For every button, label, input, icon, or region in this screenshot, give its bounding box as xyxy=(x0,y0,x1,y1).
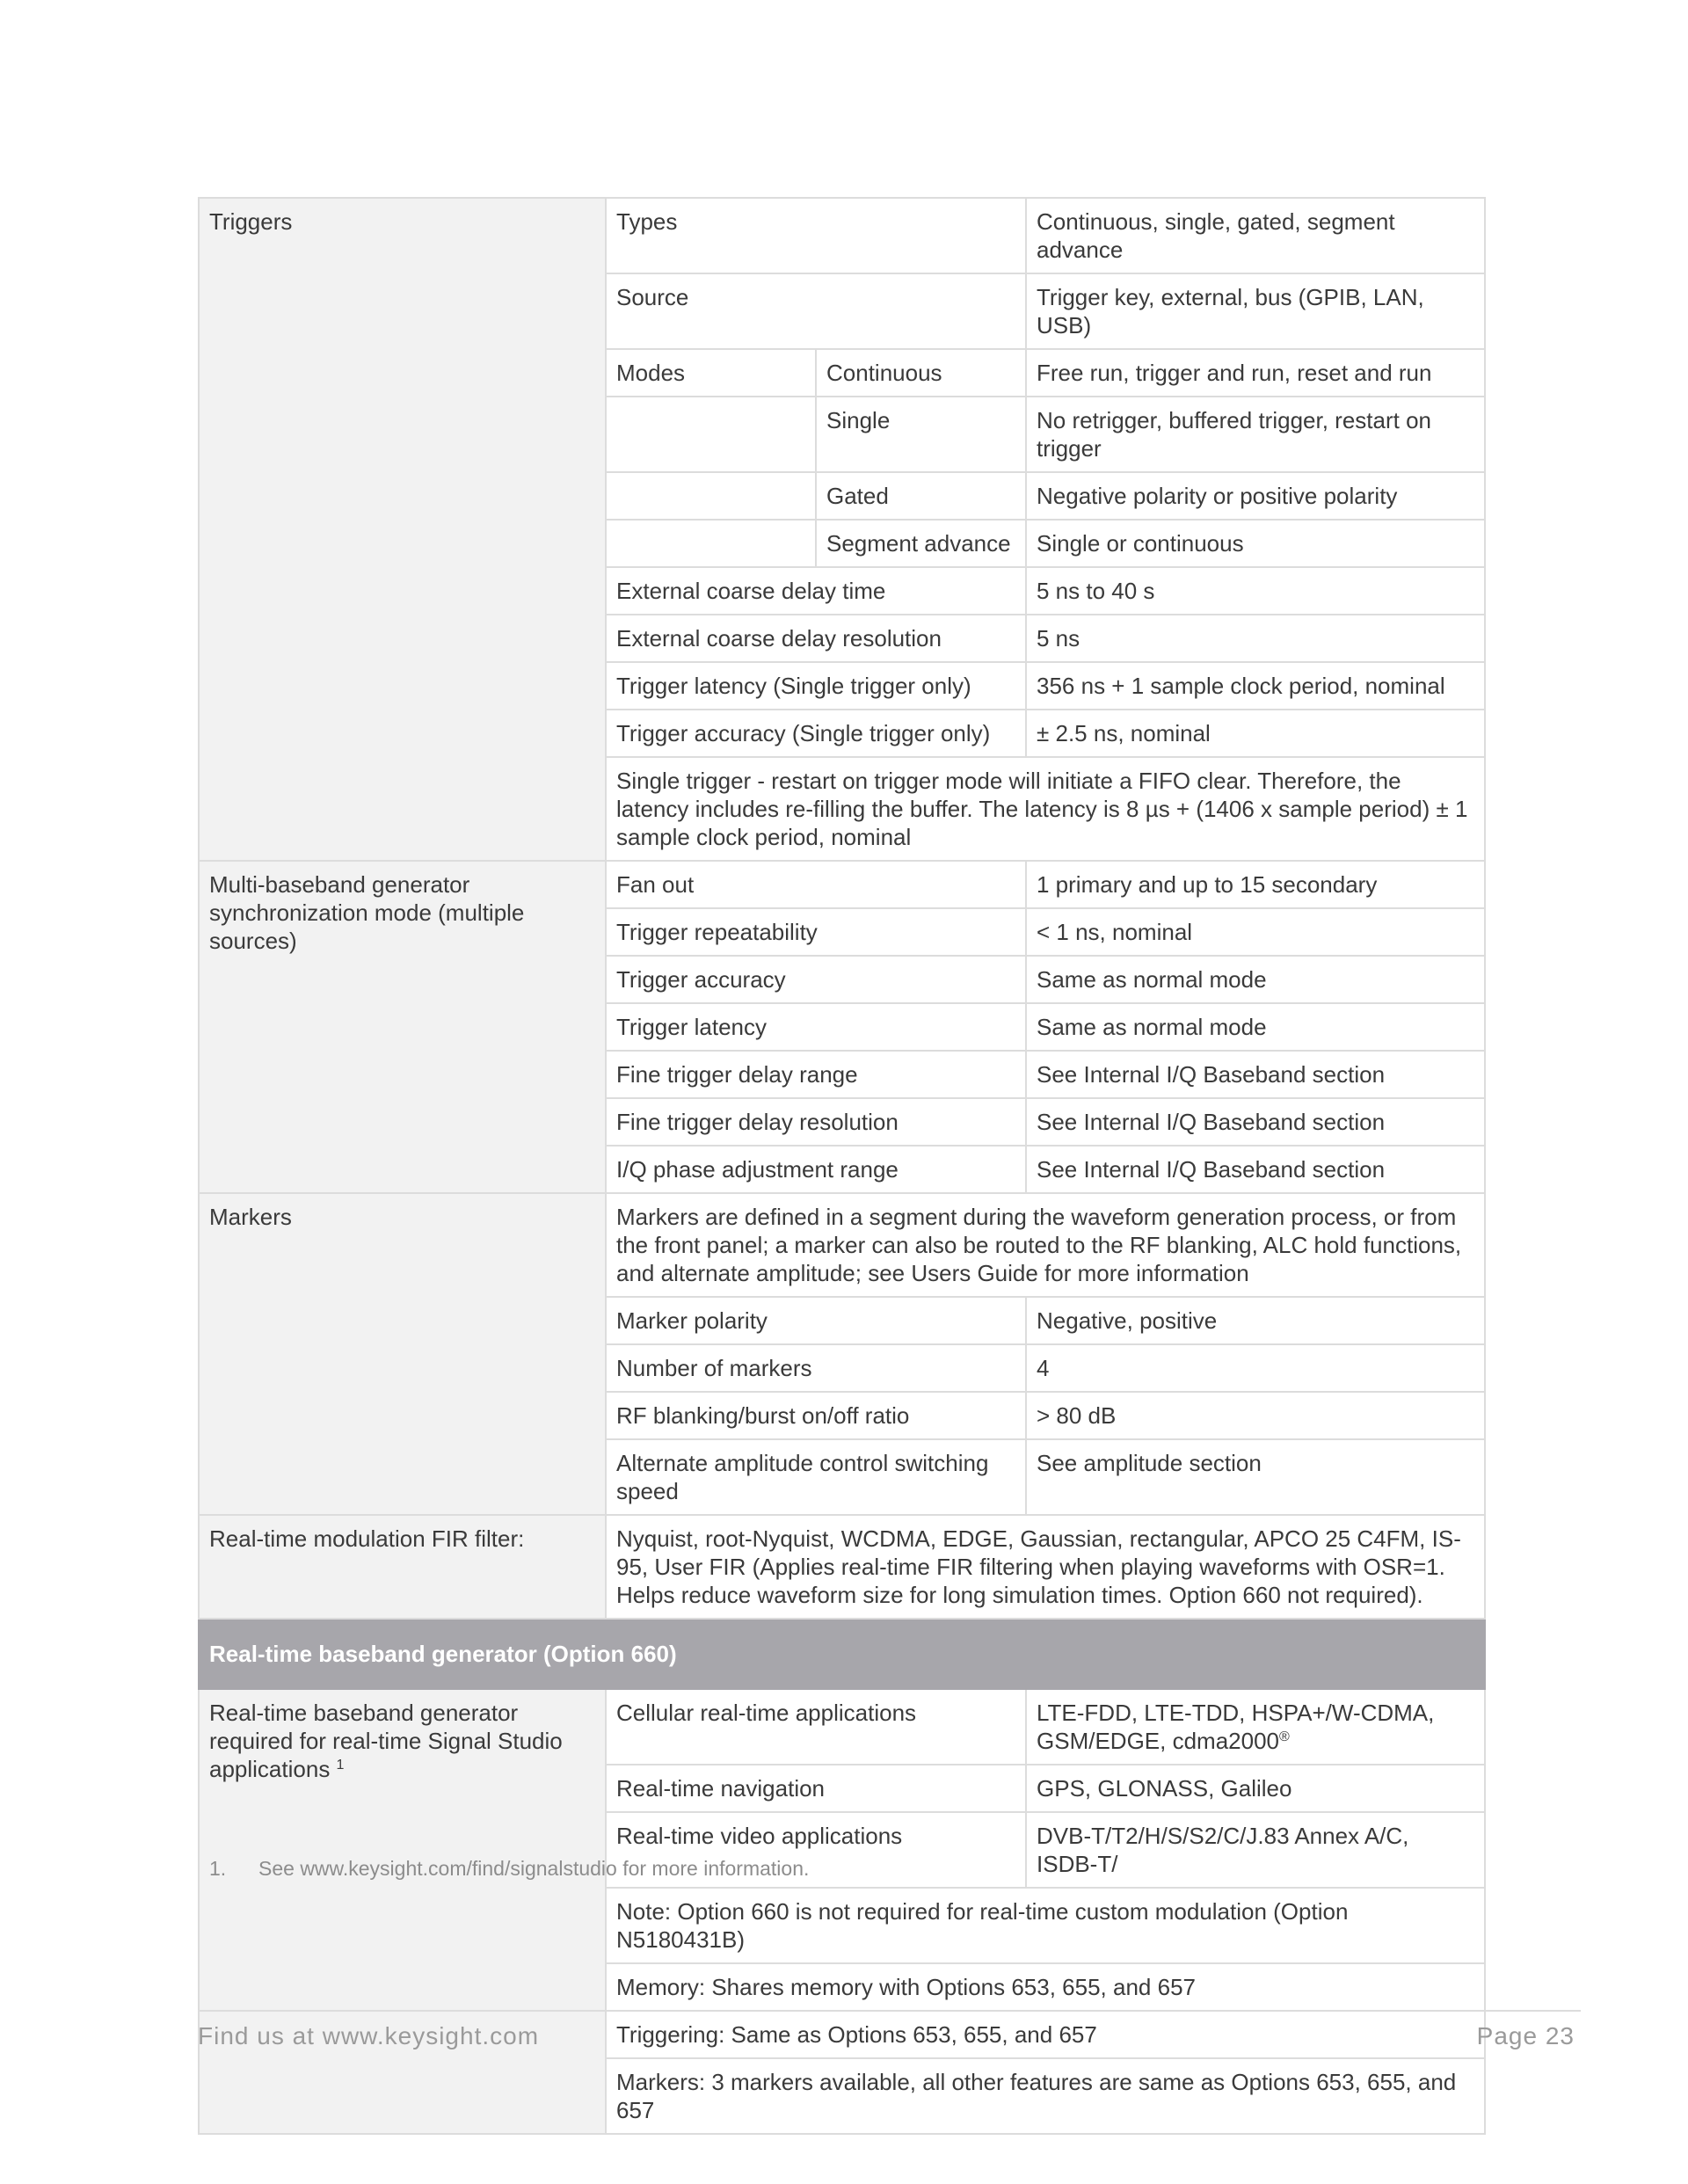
section-header: Real-time baseband generator (Option 660) xyxy=(199,1619,1485,1689)
spec-value: See amplitude section xyxy=(1026,1439,1485,1515)
footer-website: Find us at www.keysight.com xyxy=(198,2022,540,2049)
registered-mark: ® xyxy=(1279,1729,1290,1744)
spec-key: Trigger latency (Single trigger only) xyxy=(606,662,1026,710)
footer-divider xyxy=(198,2010,1581,2012)
footnote-text: See www.keysight.com/find/signalstudio for more information. xyxy=(258,1857,810,1880)
spec-key: Types xyxy=(606,198,1026,273)
empty-cell xyxy=(606,520,816,567)
spec-value: Single or continuous xyxy=(1026,520,1485,567)
footnote-ref: 1 xyxy=(336,1758,345,1773)
spec-key: External coarse delay resolution xyxy=(606,615,1026,662)
spec-value: DVB-T/T2/H/S/S2/C/J.83 Annex A/C, ISDB-T/ xyxy=(1026,1812,1485,1888)
spec-value: See Internal I/Q Baseband section xyxy=(1026,1146,1485,1193)
spec-value: Same as normal mode xyxy=(1026,1003,1485,1051)
spec-value: Trigger key, external, bus (GPIB, LAN, USB) xyxy=(1026,273,1485,349)
row-label-realtime-baseband xyxy=(199,1689,606,2134)
spec-value: See Internal I/Q Baseband section xyxy=(1026,1098,1485,1146)
spec-subkey: Continuous xyxy=(816,349,1026,397)
row-label-markers: Markers xyxy=(199,1193,606,1515)
spec-value: GPS, GLONASS, Galileo xyxy=(1026,1765,1485,1812)
spec-value: < 1 ns, nominal xyxy=(1026,908,1485,956)
row-label-multi-baseband: Multi-baseband generator synchronization mode (multiple sources) xyxy=(199,861,606,1193)
spec-value: Same as normal mode xyxy=(1026,956,1485,1003)
spec-value: > 80 dB xyxy=(1026,1392,1485,1439)
spec-key: Trigger latency xyxy=(606,1003,1026,1051)
spec-value: 5 ns xyxy=(1026,615,1485,662)
spec-note: Memory: Shares memory with Options 653, 655, and 657 xyxy=(606,1963,1485,2011)
spec-value: ± 2.5 ns, nominal xyxy=(1026,710,1485,757)
spec-value: No retrigger, buffered trigger, restart on trigger xyxy=(1026,397,1485,472)
spec-value xyxy=(1026,1689,1485,1765)
spec-key: I/Q phase adjustment range xyxy=(606,1146,1026,1193)
spec-value: Free run, trigger and run, reset and run xyxy=(1026,349,1485,397)
spec-note: Nyquist, root-Nyquist, WCDMA, EDGE, Gaussian, rectangular, APCO 25 C4FM, IS-95, User FIR (Applies real-time FIR filtering when playing waveforms with OSR=1. Helps reduce waveform size for long simulation times. Option 660 not required). xyxy=(606,1515,1485,1619)
spec-key: RF blanking/burst on/off ratio xyxy=(606,1392,1026,1439)
spec-value: 4 xyxy=(1026,1344,1485,1392)
spec-key: Cellular real-time applications xyxy=(606,1689,1026,1765)
spec-value: 356 ns + 1 sample clock period, nominal xyxy=(1026,662,1485,710)
empty-cell xyxy=(606,472,816,520)
spec-key: Real-time video applications xyxy=(606,1812,1026,1888)
spec-note: Note: Option 660 is not required for real-time custom modulation (Option N5180431B) xyxy=(606,1888,1485,1963)
spec-key: Number of markers xyxy=(606,1344,1026,1392)
spec-key: Fan out xyxy=(606,861,1026,908)
row-label-triggers: Triggers xyxy=(199,198,606,861)
spec-value: 5 ns to 40 s xyxy=(1026,567,1485,615)
spec-key: Fine trigger delay range xyxy=(606,1051,1026,1098)
spec-value: Negative, positive xyxy=(1026,1297,1485,1344)
spec-key: Alternate amplitude control switching speed xyxy=(606,1439,1026,1515)
spec-key: Real-time navigation xyxy=(606,1765,1026,1812)
spec-key: Trigger accuracy xyxy=(606,956,1026,1003)
spec-subkey: Gated xyxy=(816,472,1026,520)
spec-value: 1 primary and up to 15 secondary xyxy=(1026,861,1485,908)
row-label-fir-filter: Real-time modulation FIR filter: xyxy=(199,1515,606,1619)
spec-table xyxy=(198,197,1486,2135)
footnote-number: 1. xyxy=(209,1857,227,1880)
spec-subkey: Segment advance xyxy=(816,520,1026,567)
footnote xyxy=(209,1857,809,1881)
spec-value: Negative polarity or positive polarity xyxy=(1026,472,1485,520)
spec-subkey: Single xyxy=(816,397,1026,472)
page-number: Page 23 xyxy=(1476,2022,1575,2049)
spec-key: External coarse delay time xyxy=(606,567,1026,615)
spec-value-text: LTE-FDD, LTE-TDD, HSPA+/W-CDMA, GSM/EDGE, cdma2000 xyxy=(1037,1700,1435,1754)
spec-note: Triggering: Same as Options 653, 655, and 657 xyxy=(606,2011,1485,2058)
spec-key: Marker polarity xyxy=(606,1297,1026,1344)
spec-value: Continuous, single, gated, segment advance xyxy=(1026,198,1485,273)
empty-cell xyxy=(606,397,816,472)
spec-key: Trigger accuracy (Single trigger only) xyxy=(606,710,1026,757)
spec-note: Single trigger - restart on trigger mode will initiate a FIFO clear. Therefore, the latency includes re-filling the buffer. The latency is 8 µs + (1406 x sample period) ± 1 sample clock period, nominal xyxy=(606,757,1485,861)
spec-note: Markers: 3 markers available, all other features are same as Options 653, 655, and 657 xyxy=(606,2058,1485,2134)
spec-value: See Internal I/Q Baseband section xyxy=(1026,1051,1485,1098)
spec-key-modes: Modes xyxy=(606,349,816,397)
spec-key: Source xyxy=(606,273,1026,349)
row-label-text: Real-time baseband generator required for real-time Signal Studio applications xyxy=(209,1700,563,1782)
spec-note: Markers are defined in a segment during the waveform generation process, or from the front panel; a marker can also be routed to the RF blanking, ALC hold functions, and alternate amplitude; see Users Guide for more information xyxy=(606,1193,1485,1297)
spec-key: Trigger repeatability xyxy=(606,908,1026,956)
spec-key: Fine trigger delay resolution xyxy=(606,1098,1026,1146)
